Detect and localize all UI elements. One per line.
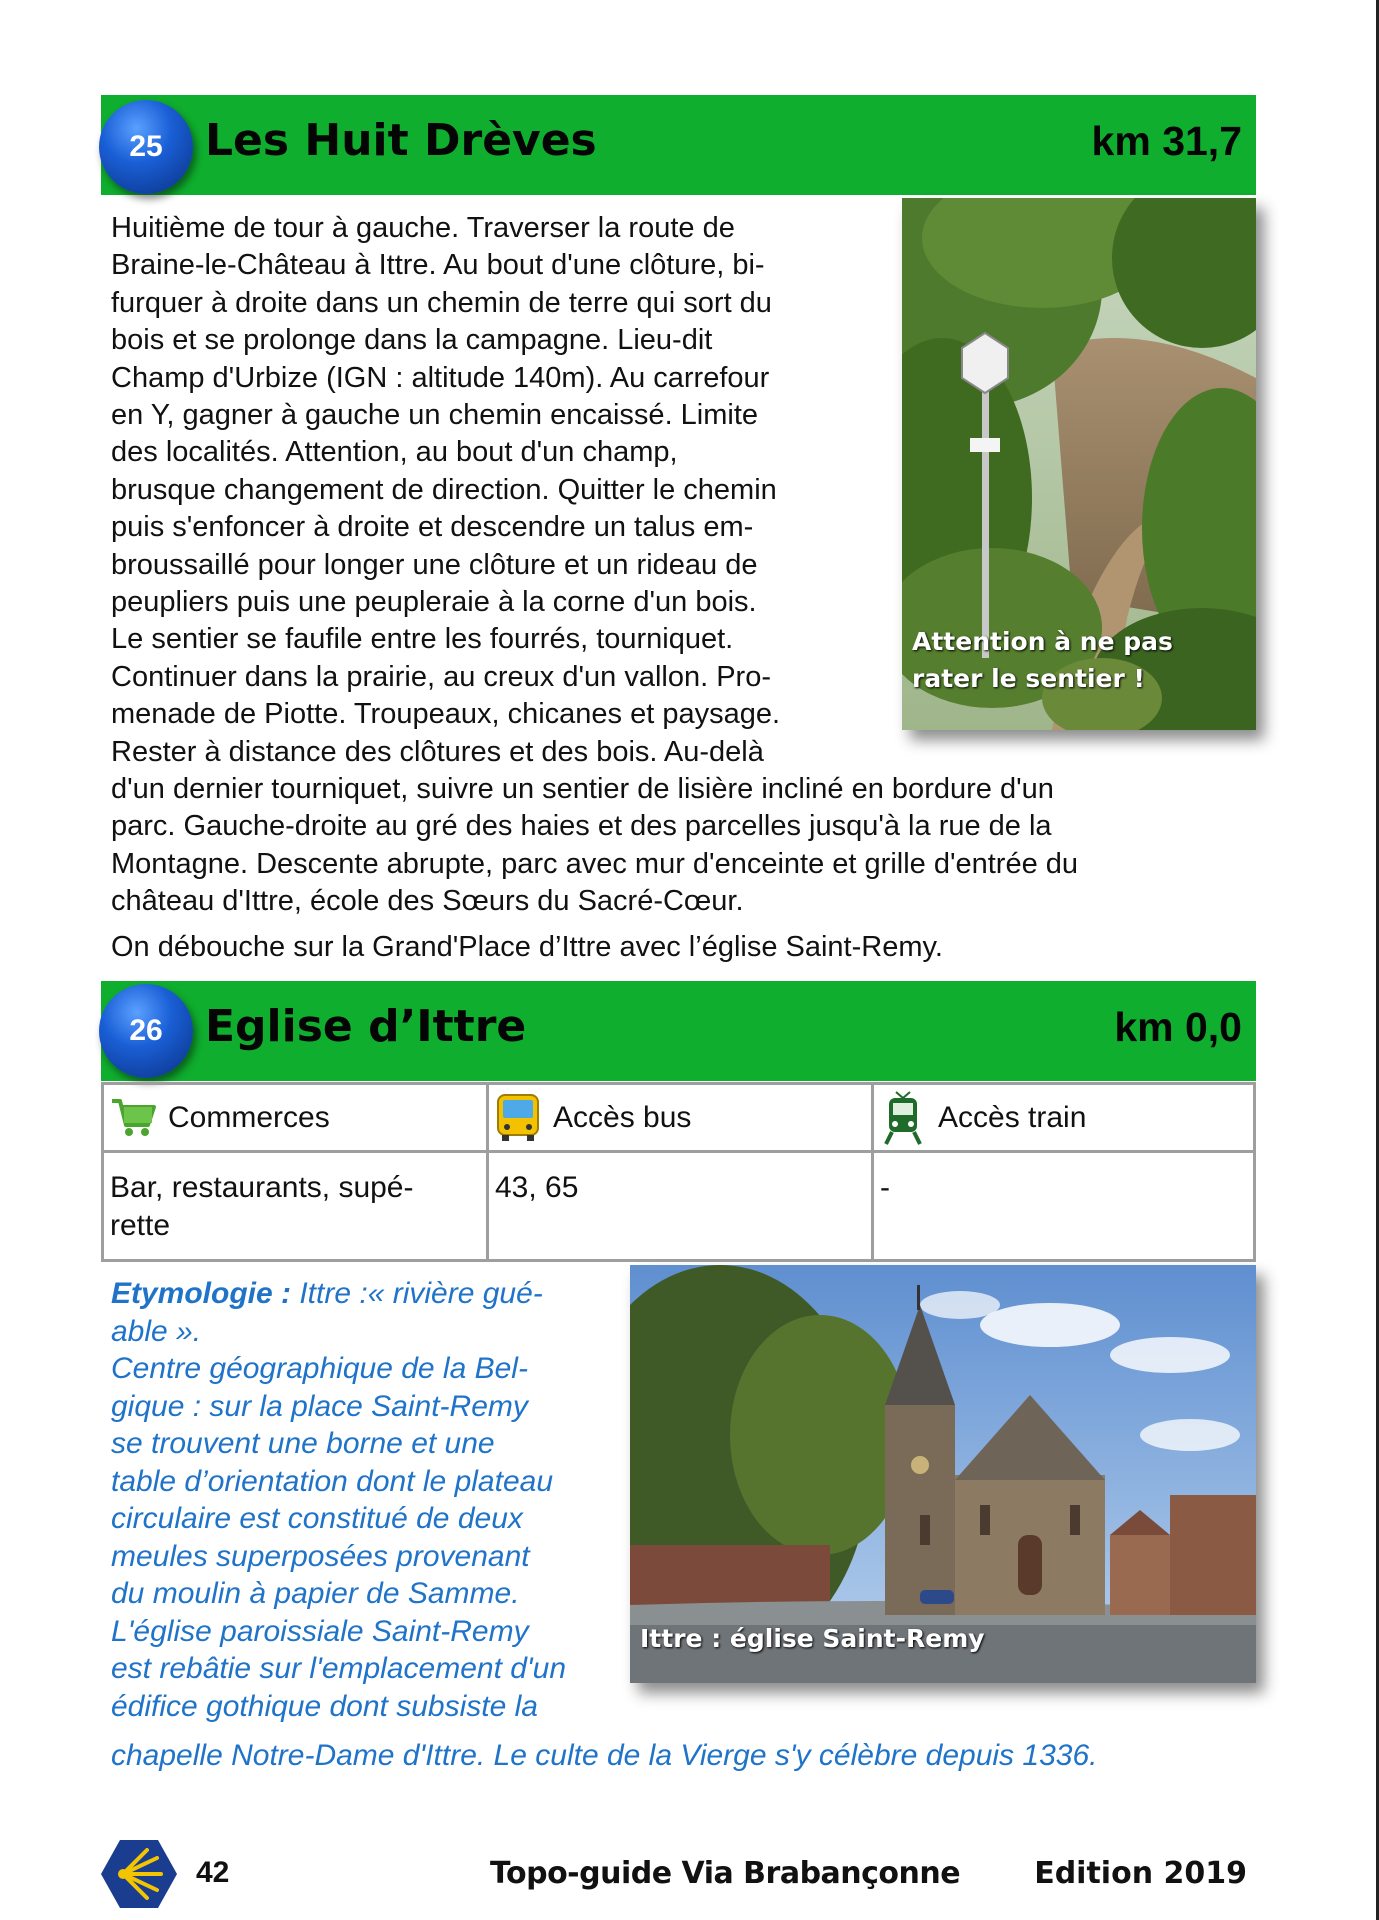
section-26-header [101,981,1256,1081]
section-26-km: km 0,0 [1114,1004,1242,1050]
caption-line: rater le sentier ! [912,664,1145,693]
text-line: bois et se prolonge dans la campagne. Lieu-dit [111,324,713,357]
text-line: menade de Piotte. Troupeaux, chicanes et paysage. [111,698,781,731]
text-line: circulaire est constitué de deux [111,1502,523,1535]
text-line: Montagne. Descente abrupte, parc avec mur d'enceinte et grille d'entrée du [111,847,1079,880]
text-line: L'église paroissiale Saint-Remy [111,1614,529,1648]
text-line: des localités. Attention, au bout d'un champ, [111,436,678,469]
path-photo-caption [912,623,1173,697]
text-line: Rester à distance des clôtures et des bois. Au-delà [111,735,764,768]
section-25-km: km 31,7 [1091,118,1242,164]
path-signpost-photo [902,198,1256,730]
etymology-label: Etymologie : [111,1277,292,1310]
text-line: édifice gothique dont subsiste la [111,1689,538,1723]
bus-header-cell [488,1084,873,1152]
text-line: Ittre :« rivière gué- [291,1277,543,1310]
etymology-text [111,1275,606,1725]
commerces-value-cell [103,1152,488,1261]
text-line: château d'Ittre, école des Sœurs du Sacré-Cœur. [111,885,744,918]
caption-line: Attention à ne pas [912,627,1173,656]
text-line: Braine-le-Château à Ittre. Au bout d'une clôture, bi- [111,249,765,282]
text-line: meules superposées provenant [111,1539,530,1573]
section-25-title: Les Huit Drèves [205,115,597,166]
text-line: table d’orientation dont le plateau [111,1464,554,1498]
train-value-cell: - [873,1152,1255,1261]
section-25-number-badge: 25 [99,100,193,194]
page-number: 42 [196,1856,230,1889]
commerces-label: Commerces [168,1100,330,1134]
church-photo-caption: Ittre : église Saint-Remy [640,1624,985,1653]
section-25-text-wide [111,771,1245,921]
church-photo [630,1265,1256,1683]
footer-edition: Edition 2019 [1034,1856,1247,1891]
text-line: Champ d'Urbize (IGN : altitude 140m). Au carrefour [111,361,770,394]
text-line: du moulin à papier de Samme. [111,1577,520,1610]
table-header-row [103,1084,1255,1152]
text-line: peupliers puis une peupleraie à la corne d'un bois. [111,586,757,619]
train-label: Accès train [938,1100,1087,1134]
shopping-cart-icon [110,1097,156,1139]
etymology-last-line: chapelle Notre-Dame d'Ittre. Le culte de la Vierge s'y célèbre depuis 1336. [111,1739,1098,1772]
text-line: parc. Gauche-droite au gré des haies et des parcelles jusqu'à la rue de la [111,810,1052,843]
etymology-line-1 [111,1275,606,1313]
text-line: Huitième de tour à gauche. Traverser la route de [111,212,735,244]
bus-value-cell: 43, 65 [488,1152,873,1261]
text-line: est rebâtie sur l'emplacement d'un [111,1652,567,1685]
text-line: brusque changement de direction. Quitter le chemin [111,473,777,506]
table-value-row [103,1152,1255,1261]
bus-icon [495,1093,541,1143]
commerces-value-line: rette [110,1209,171,1242]
text-line: furquer à droite dans un chemin de terre qui sort du [111,286,772,319]
section-25-text-narrow [111,210,877,771]
train-icon [880,1090,926,1146]
text-line: d'un dernier tourniquet, suivre un sentier de lisière incliné en bordure d'un [111,773,1054,805]
section-26-title: Eglise d’Ittre [205,1001,527,1052]
commerces-value-line: Bar, restaurants, supé- [110,1171,414,1204]
scallop-shell-logo-icon [101,1838,177,1910]
text-line: Centre géographique de la Bel- [111,1352,528,1385]
bus-label: Accès bus [553,1100,692,1134]
text-line: able ». [111,1314,202,1348]
text-line: en Y, gagner à gauche un chemin encaissé. Limite [111,399,759,432]
text-line: se trouvent une borne et une [111,1427,495,1460]
text-line: puis s'enfoncer à droite et descendre un talus em- [111,511,754,544]
commerces-header-cell [103,1084,488,1152]
footer-title: Topo-guide Via Brabançonne [490,1856,961,1891]
train-header-cell [873,1084,1255,1152]
text-line: gique : sur la place Saint-Remy [111,1389,528,1423]
amenities-table [101,1082,1256,1262]
text-line: Le sentier se faufile entre les fourrés, tourniquet. [111,623,734,656]
section-25-header [101,95,1256,195]
section-25-closing: On débouche sur la Grand'Place d’Ittre avec l’église Saint-Remy. [111,931,943,963]
text-line: Continuer dans la prairie, au creux d'un vallon. Pro- [111,660,772,693]
section-26-number-badge: 26 [99,984,193,1078]
text-line: broussaillé pour longer une clôture et un rideau de [111,548,758,581]
